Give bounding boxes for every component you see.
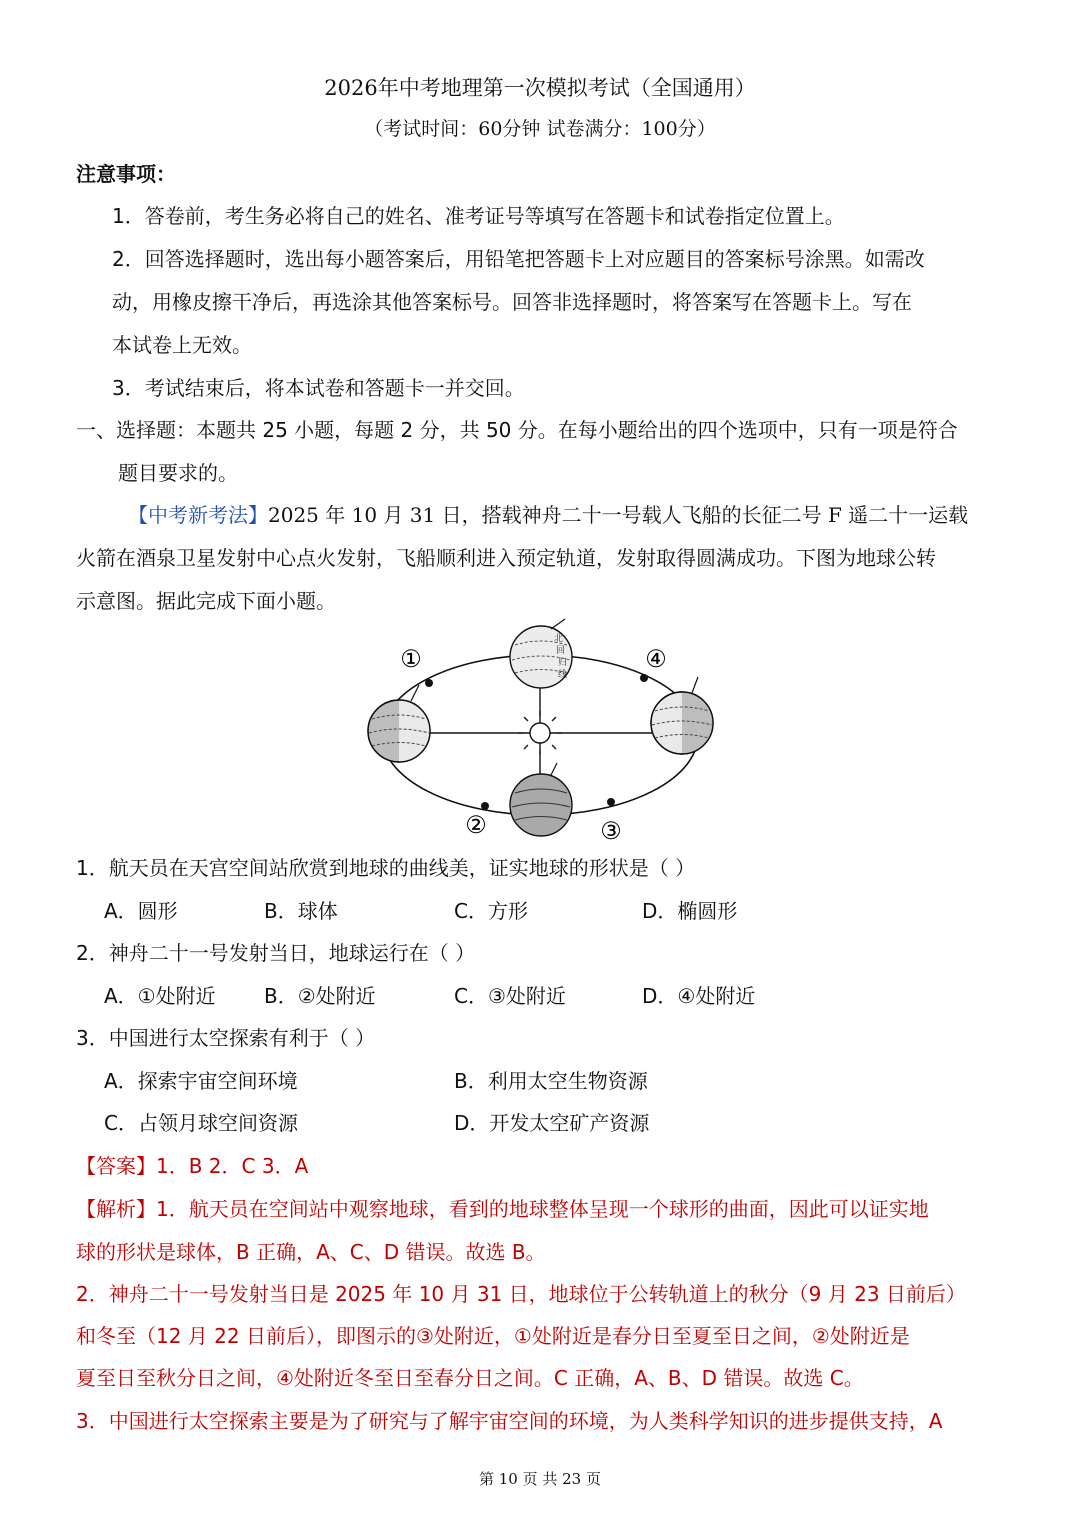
notice-item: 3．考试结束后，将本试卷和答题卡一并交回。 <box>112 376 525 400</box>
intro-line-1 <box>128 499 968 528</box>
answer-text: 1．B 2．C 3．A <box>156 1154 309 1178</box>
answer-tag: 【答案】 <box>76 1154 156 1178</box>
globe-text-1: 北 <box>554 634 564 644</box>
intro-line-3: 示意图。据此完成下面小题。 <box>76 589 336 613</box>
analysis-line-4: 和冬至（12 月 22 日前后），即图示的③处附近，①处附近是春分日至夏至日之间，②处附近是 <box>76 1324 910 1348</box>
position-label-2: ② <box>465 811 487 839</box>
question-2-option-a: A．①处附近 <box>104 984 216 1008</box>
earth-globe-top <box>510 619 572 688</box>
earth-globe-right <box>651 677 713 754</box>
question-2-option-c: C．③处附近 <box>454 984 566 1008</box>
earth-globe-left <box>368 685 430 762</box>
analysis-text: 1．航天员在空间站中观察地球，看到的地球整体呈现一个球形的曲面，因此可以证实地 <box>156 1197 929 1221</box>
notice-item: 动，用橡皮擦干净后，再选涂其他答案标号。回答非选择题时，将答案写在答题卡上。写在 <box>112 290 912 314</box>
question-1-stem: 1．航天员在天宫空间站欣赏到地球的曲线美，证实地球的形状是（ ） <box>76 856 696 880</box>
question-3-stem: 3．中国进行太空探索有利于（ ） <box>76 1026 376 1050</box>
analysis-line-5: 夏至日至秋分日之间，④处附近冬至日至春分日之间。C 正确，A、B、D 错误。故选 C。 <box>76 1366 864 1390</box>
notice-heading: 注意事项： <box>76 162 176 186</box>
question-1-option-b: B．球体 <box>264 899 338 923</box>
analysis-tag: 【解析】 <box>76 1197 156 1221</box>
question-3-option-b: B．利用太空生物资源 <box>454 1069 648 1093</box>
intro-text: 2025 年 10 月 31 日，搭载神舟二十一号载人飞船的长征二号 F 遥二十一运载 <box>268 503 969 527</box>
answer-line <box>76 1150 308 1179</box>
analysis-line-1 <box>76 1193 929 1222</box>
globe-text-2: 回 <box>556 646 566 656</box>
question-1-option-a: A．圆形 <box>104 899 178 923</box>
exam-info: （考试时间：60分钟 试卷满分：100分） <box>364 118 716 140</box>
notice-item: 2．回答选择题时，选出每小题答案后，用铅笔把答题卡上对应题目的答案标号涂黑。如需改 <box>112 247 925 271</box>
notice-item: 本试卷上无效。 <box>112 333 252 357</box>
question-3-option-d: D．开发太空矿产资源 <box>454 1111 650 1135</box>
question-3-option-c: C．占领月球空间资源 <box>104 1111 298 1135</box>
question-2-option-b: B．②处附近 <box>264 984 376 1008</box>
earth-globe-bottom <box>510 763 572 836</box>
question-1-option-d: D．椭圆形 <box>642 899 738 923</box>
question-3-option-a: A．探索宇宙空间环境 <box>104 1069 298 1093</box>
question-2-option-d: D．④处附近 <box>642 984 756 1008</box>
question-1-option-c: C．方形 <box>454 899 528 923</box>
page-title: 2026年中考地理第一次模拟考试（全国通用） <box>324 76 756 100</box>
analysis-line-6: 3．中国进行太空探索主要是为了研究与了解宇宙空间的环境，为人类科学知识的进步提供支持，A <box>76 1409 943 1433</box>
globe-text-3: 归 <box>558 658 568 668</box>
intro-tag: 【中考新考法】 <box>128 503 268 527</box>
globe-text-4: 线 <box>558 670 568 680</box>
position-label-3: ③ <box>600 817 622 845</box>
position-label-4: ④ <box>645 645 667 673</box>
section-heading-cont: 题目要求的。 <box>118 461 238 485</box>
analysis-line-3: 2．神舟二十一号发射当日是 2025 年 10 月 31 日，地球位于公转轨道上的秋分（9 月 23 日前后） <box>76 1282 966 1306</box>
position-label-1: ① <box>400 645 422 673</box>
intro-line-2: 火箭在酒泉卫星发射中心点火发射，飞船顺利进入预定轨道，发射取得圆满成功。下图为地球公转 <box>76 546 936 570</box>
question-2-stem: 2．神舟二十一号发射当日，地球运行在（ ） <box>76 941 476 965</box>
earth-revolution-diagram <box>355 615 735 847</box>
page-footer: 第 10 页 共 23 页 <box>478 1470 601 1488</box>
analysis-line-2: 球的形状是球体，B 正确，A、C、D 错误。故选 B。 <box>76 1240 546 1264</box>
section-heading: 一、选择题：本题共 25 小题，每题 2 分，共 50 分。在每小题给出的四个选项中，只有一项是符合 <box>76 418 958 442</box>
notice-item: 1．答卷前，考生务必将自己的姓名、准考证号等填写在答题卡和试卷指定位置上。 <box>112 204 845 228</box>
